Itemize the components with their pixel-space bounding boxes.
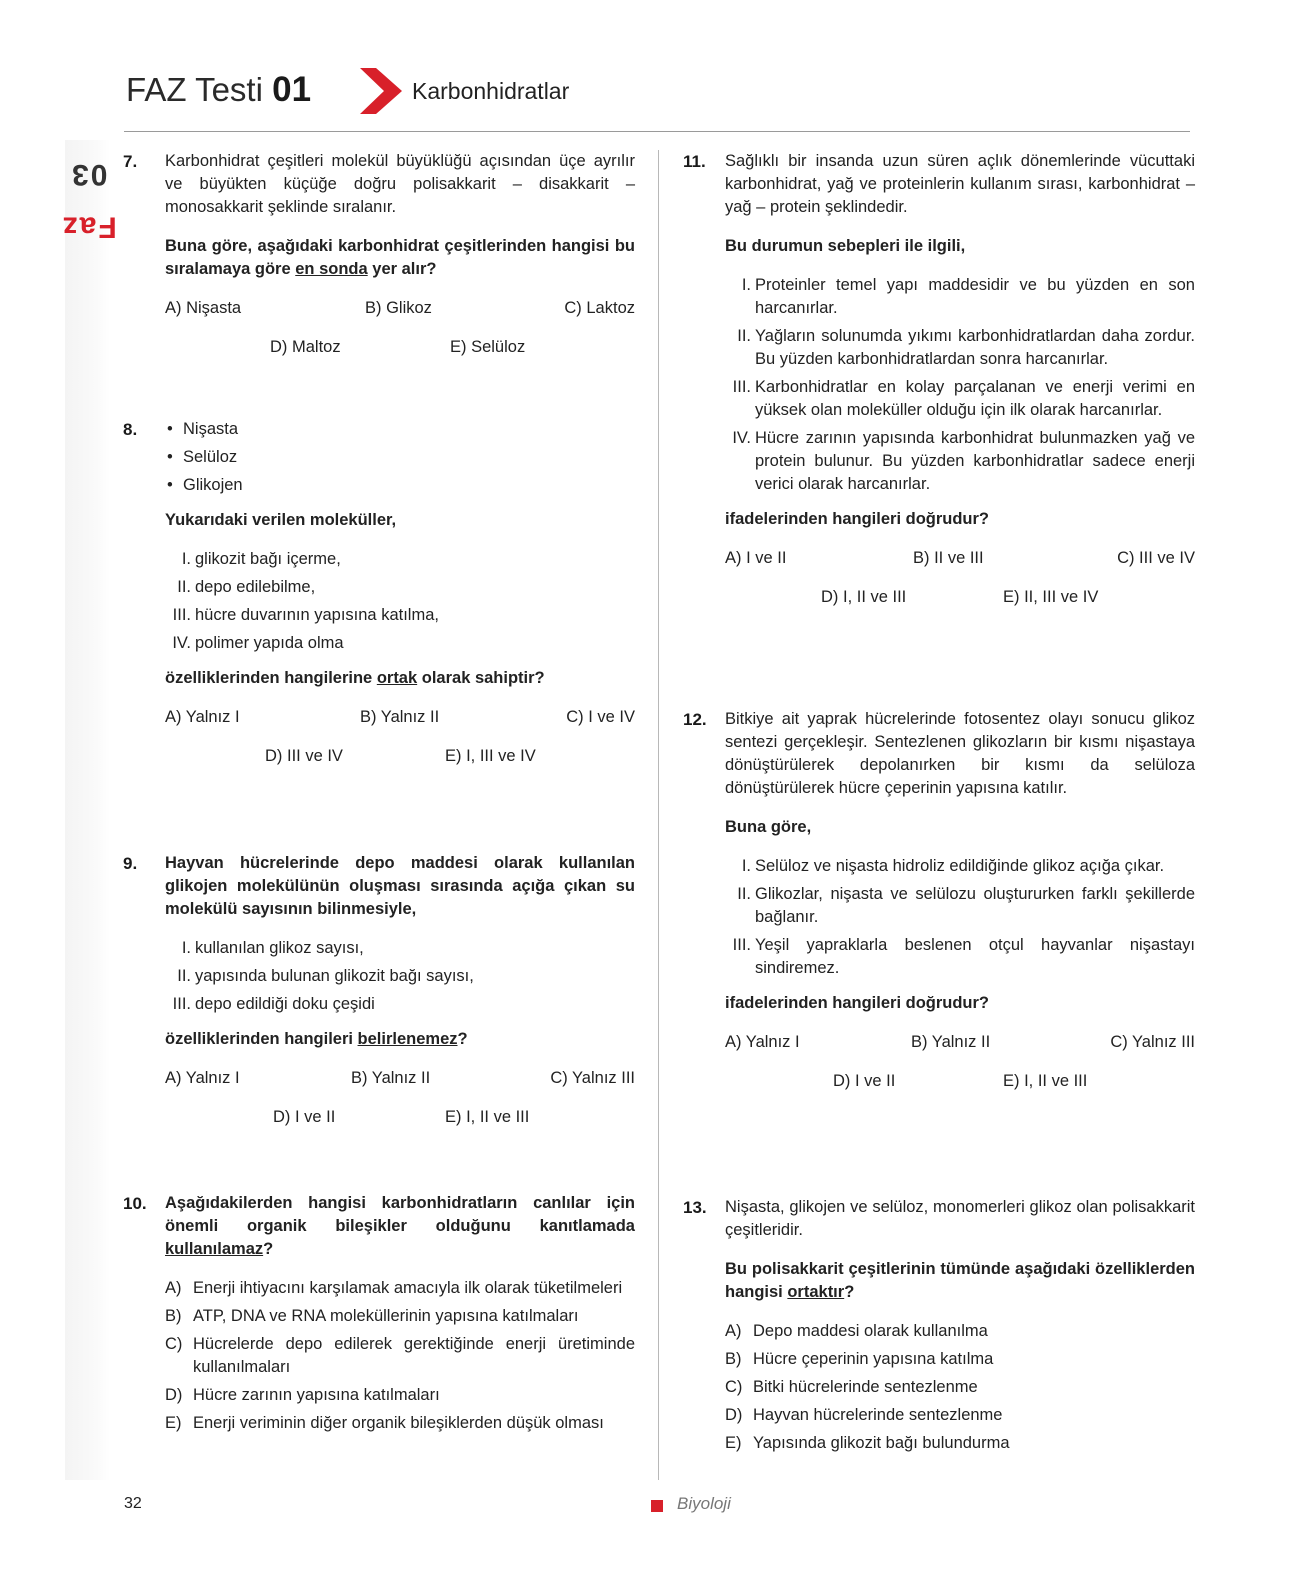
option-b[interactable]: B) Hücre çeperinin yapısına katılma	[725, 1350, 994, 1368]
option-a[interactable]: A) Yalnız I	[725, 1033, 800, 1051]
statement-item: I. glikozit bağı içerme,	[181, 550, 341, 568]
option-a[interactable]: A) Enerji ihtiyacını karşılamak amacıyla ilk olarak tüketilmeleri	[165, 1279, 623, 1297]
question-intro: Yukarıdaki verilen moleküller,	[165, 511, 397, 529]
statement-item: II. Glikozlar, nişasta ve selülozu oluştururken farklı şekillerde bağlanır.	[737, 885, 1195, 926]
header-divider	[124, 131, 1190, 132]
option-d[interactable]: D) I, II ve III	[821, 588, 907, 606]
list-item: • Selüloz	[165, 446, 635, 469]
question-text: Karbonhidrat çeşitleri molekül büyüklüğü açısından üçe ayrılır ve büyükten küçüğe doğru polisakkarit – disakkarit – monosakkarit şeklinde sıralanır.	[165, 152, 635, 216]
side-tab-number: 03	[70, 157, 108, 191]
answer-options	[725, 1031, 1195, 1111]
question-number: 13.	[683, 1198, 707, 1217]
question-number: 8.	[123, 420, 138, 439]
title-series: FAZ Testi	[126, 71, 263, 108]
statement-list	[165, 548, 635, 655]
question-8	[123, 418, 635, 786]
option-e[interactable]: E) I, III ve IV	[445, 747, 536, 765]
statement-item: I. kullanılan glikoz sayısı,	[181, 939, 364, 957]
question-text: Nişasta, glikojen ve selüloz, monomerleri glikoz olan polisakkarit çeşitleridir.	[725, 1198, 1195, 1239]
option-a[interactable]: A) Yalnız I	[165, 708, 240, 726]
side-band	[65, 140, 110, 1480]
question-12	[683, 708, 1195, 1111]
statement-item: IV. polimer yapıda olma	[172, 634, 344, 652]
option-b[interactable]: B) II ve III	[913, 549, 984, 567]
question-stem: özelliklerinden hangileri belirlenemez?	[165, 1030, 468, 1048]
page-number: 32	[124, 1495, 142, 1512]
question-text: Hayvan hücrelerinde depo maddesi olarak kullanılan glikojen molekülünün oluşması sırasında açığa çıkan su molekülü sayısının bilinmesiyle,	[165, 854, 635, 918]
molecule-list	[165, 418, 635, 497]
option-c[interactable]: C) I ve IV	[566, 708, 635, 726]
side-tab-faz: Faz	[61, 210, 118, 244]
statement-item: II. yapısında bulunan glikozit bağı sayısı,	[177, 967, 474, 985]
option-b[interactable]: B) Yalnız II	[351, 1069, 431, 1087]
option-e[interactable]: E) Yapısında glikozit bağı bulundurma	[725, 1434, 1010, 1452]
option-c[interactable]: C) Yalnız III	[1110, 1033, 1195, 1051]
page-title	[126, 70, 311, 110]
option-e[interactable]: E) II, III ve IV	[1003, 588, 1099, 606]
question-text: Sağlıklı bir insanda uzun süren açlık dönemlerinde vücuttaki karbonhidrat, yağ ve proteinlerin kullanım sırası, karbonhidrat – yağ – protein şeklindedir.	[725, 152, 1195, 216]
answer-options	[165, 297, 635, 377]
option-e[interactable]: E) Selüloz	[450, 338, 526, 356]
topic-title: Karbonhidratlar	[412, 78, 570, 104]
statement-item: I. Selüloz ve nişasta hidroliz edildiğinde glikoz açığa çıkar.	[741, 857, 1165, 875]
option-d[interactable]: D) Hücre zarının yapısına katılmaları	[165, 1386, 440, 1404]
question-intro: Buna göre,	[725, 818, 812, 836]
option-e[interactable]: E) I, II ve III	[445, 1108, 530, 1126]
statement-item: III. Yeşil yapraklarla beslenen otçul hayvanlar nişastayı sindiremez.	[732, 936, 1195, 977]
statement-item: III. hücre duvarının yapısına katılma,	[172, 606, 439, 624]
option-a[interactable]: A) Nişasta	[165, 299, 242, 317]
question-10	[123, 1192, 635, 1440]
list-item: • Nişasta	[165, 418, 635, 441]
question-number: 10.	[123, 1194, 147, 1213]
question-number: 12.	[683, 710, 707, 729]
question-number: 11.	[683, 152, 706, 171]
option-b[interactable]: B) Yalnız II	[360, 708, 440, 726]
option-b[interactable]: B) Yalnız II	[911, 1033, 991, 1051]
option-c[interactable]: C) Laktoz	[564, 299, 635, 317]
option-e[interactable]: E) Enerji veriminin diğer organik bileşiklerden düşük olması	[165, 1414, 604, 1432]
option-d[interactable]: D) I ve II	[273, 1108, 336, 1126]
question-stem: ifadelerinden hangileri doğrudur?	[725, 510, 990, 528]
statement-item: I. Proteinler temel yapı maddesidir ve bu yüzden en son harcanırlar.	[741, 276, 1195, 317]
statement-list	[725, 855, 1195, 980]
question-stem: ifadelerinden hangileri doğrudur?	[725, 994, 990, 1012]
statement-item: II. Yağların solunumda yıkımı karbonhidratlardan daha zordur. Bu yüzden karbonhidratlardan sonra harcanırlar.	[737, 327, 1195, 368]
answer-options	[165, 706, 635, 786]
option-a[interactable]: A) I ve II	[725, 549, 787, 567]
answer-options	[725, 547, 1195, 627]
square-icon	[651, 1500, 663, 1512]
statement-item: III. Karbonhidratlar en kolay parçalanan ve enerji verimi en yüksek olan moleküller olduğu için ilk olarak harcanırlar.	[732, 378, 1195, 419]
option-a[interactable]: A) Yalnız I	[165, 1069, 240, 1087]
title-number: 01	[272, 70, 312, 109]
question-stem: özelliklerinden hangilerine ortak olarak sahiptir?	[165, 669, 545, 687]
option-d[interactable]: D) III ve IV	[265, 747, 343, 765]
statement-item: III. depo edildiği doku çeşidi	[172, 995, 375, 1013]
option-d[interactable]: D) I ve II	[833, 1072, 896, 1090]
option-e[interactable]: E) I, II ve III	[1003, 1072, 1088, 1090]
question-intro: Bu durumun sebepleri ile ilgili,	[725, 237, 966, 255]
question-stem: Buna göre, aşağıdaki karbonhidrat çeşitlerinden hangisi bu sıralamaya göre en sonda yer alır?	[165, 237, 635, 278]
option-c[interactable]: C) Hücrelerde depo edilerek gerektiğinde enerji üretiminde kullanılmaları	[165, 1335, 635, 1376]
statement-list	[165, 937, 635, 1016]
side-tab-label	[61, 150, 118, 260]
option-b[interactable]: B) ATP, DNA ve RNA moleküllerinin yapısına katılmaları	[165, 1307, 579, 1325]
option-c[interactable]: C) Bitki hücrelerinde sentezlenme	[725, 1378, 978, 1396]
column-divider	[658, 150, 659, 1480]
question-11	[683, 150, 1195, 627]
list-item: • Glikojen	[165, 474, 635, 497]
question-stem: Bu polisakkarit çeşitlerinin tümünde aşağıdaki özelliklerden hangisi ortaktır?	[725, 1260, 1195, 1301]
option-c[interactable]: C) Yalnız III	[550, 1069, 635, 1087]
chevron-right-icon	[360, 68, 402, 114]
question-stem: Aşağıdakilerden hangisi karbonhidratların canlılar için önemli organik bileşikler olduğunu kanıtlamada kullanılamaz?	[165, 1194, 635, 1258]
option-b[interactable]: B) Glikoz	[365, 299, 432, 317]
option-c[interactable]: C) III ve IV	[1117, 549, 1195, 567]
option-d[interactable]: D) Maltoz	[270, 338, 341, 356]
subject-label: Biyoloji	[677, 1494, 731, 1513]
question-number: 9.	[123, 854, 138, 873]
answer-options	[165, 1277, 635, 1435]
option-a[interactable]: A) Depo maddesi olarak kullanılma	[725, 1322, 988, 1340]
question-9	[123, 852, 635, 1147]
statement-item: IV. Hücre zarının yapısında karbonhidrat bulunmazken yağ ve protein bulunur. Bu yüzden karbonhidratlar sadece enerji verici olarak harcanırlar.	[732, 429, 1195, 493]
question-13	[683, 1196, 1195, 1460]
answer-options	[725, 1320, 1195, 1455]
option-d[interactable]: D) Hayvan hücrelerinde sentezlenme	[725, 1406, 1003, 1424]
answer-options	[165, 1067, 635, 1147]
statement-list	[725, 274, 1195, 496]
question-text: Bitkiye ait yaprak hücrelerinde fotosentez olayı sonucu glikoz sentezi gerçekleşir. Sentezlenen glikozların bir kısmı nişastaya dönüştürülerek depolanırken bir kısmı da selüloza dönüştürülerek hücre çeperinin yapısına katılır.	[725, 710, 1195, 797]
statement-item: II. depo edilebilme,	[177, 578, 316, 596]
question-7	[123, 150, 635, 377]
question-number: 7.	[123, 152, 138, 171]
